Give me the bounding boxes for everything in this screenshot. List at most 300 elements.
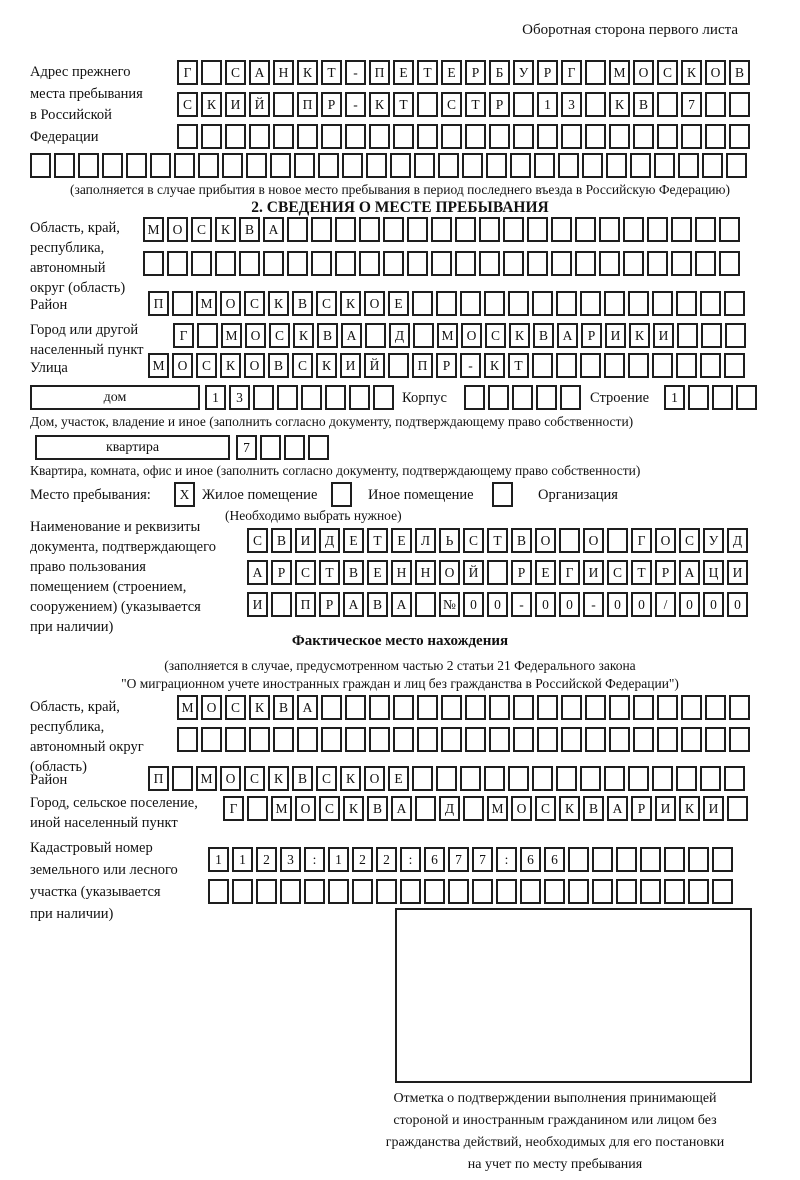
char-box: 0 xyxy=(727,592,748,617)
char-box xyxy=(383,251,404,276)
char-box xyxy=(222,153,243,178)
char-box: В xyxy=(273,695,294,720)
char-box: Г xyxy=(177,60,198,85)
char-box: О xyxy=(633,60,654,85)
char-box: А xyxy=(391,796,412,821)
confirmation-stamp-box xyxy=(395,908,752,1083)
char-box: 1 xyxy=(208,847,229,872)
char-box xyxy=(652,353,673,378)
char-box: 3 xyxy=(229,385,250,410)
char-box: Е xyxy=(393,60,414,85)
char-box xyxy=(652,291,673,316)
char-box xyxy=(280,879,301,904)
char-box: 6 xyxy=(544,847,565,872)
char-box: В xyxy=(633,92,654,117)
label-line: Область, край, xyxy=(30,699,120,715)
char-box: - xyxy=(345,92,366,117)
char-box xyxy=(532,353,553,378)
char-box: 3 xyxy=(561,92,582,117)
char-box: А xyxy=(247,560,268,585)
char-box xyxy=(172,766,193,791)
char-box: С xyxy=(441,92,462,117)
char-box xyxy=(479,217,500,242)
char-box xyxy=(712,847,733,872)
char-box xyxy=(488,385,509,410)
char-box xyxy=(527,251,548,276)
char-box: А xyxy=(297,695,318,720)
char-box xyxy=(294,153,315,178)
city-label xyxy=(30,320,144,360)
actual-region-row-1 xyxy=(177,695,753,720)
char-box: К xyxy=(215,217,236,242)
label-line: Город, сельское поселение, xyxy=(30,795,198,811)
char-box xyxy=(484,766,505,791)
char-box: П xyxy=(148,766,169,791)
char-box: О xyxy=(364,291,385,316)
char-box: О xyxy=(220,291,241,316)
char-box xyxy=(191,251,212,276)
district-row xyxy=(148,291,748,316)
stay-type-checkbox-residential: X xyxy=(174,482,195,507)
char-box xyxy=(78,153,99,178)
char-box: А xyxy=(249,60,270,85)
char-box xyxy=(633,124,654,149)
char-box xyxy=(729,92,750,117)
char-box: И xyxy=(295,528,316,553)
char-box: М xyxy=(609,60,630,85)
char-box xyxy=(688,879,709,904)
char-box: К xyxy=(509,323,530,348)
char-box xyxy=(414,153,435,178)
document-label xyxy=(30,517,216,637)
char-box xyxy=(527,217,548,242)
char-box: К xyxy=(201,92,222,117)
char-box xyxy=(465,124,486,149)
label-line: гражданства действий, необходимых для его постановки xyxy=(385,1135,725,1150)
char-box: К xyxy=(316,353,337,378)
char-box xyxy=(640,879,661,904)
char-box xyxy=(284,435,305,460)
char-box xyxy=(177,124,198,149)
char-box xyxy=(537,727,558,752)
char-box xyxy=(616,847,637,872)
char-box: О xyxy=(201,695,222,720)
char-box xyxy=(441,727,462,752)
char-box: М xyxy=(143,217,164,242)
char-box xyxy=(623,251,644,276)
char-box: Е xyxy=(388,291,409,316)
char-box xyxy=(287,251,308,276)
char-box xyxy=(455,217,476,242)
char-box: Т xyxy=(417,60,438,85)
char-box: Р xyxy=(489,92,510,117)
char-box xyxy=(609,727,630,752)
char-box xyxy=(393,124,414,149)
label-line: республика, xyxy=(30,240,105,256)
char-box: Е xyxy=(391,528,412,553)
char-box: № xyxy=(439,592,460,617)
char-box xyxy=(592,879,613,904)
char-box xyxy=(537,124,558,149)
char-box: Д xyxy=(319,528,340,553)
char-box: К xyxy=(220,353,241,378)
char-box xyxy=(561,727,582,752)
char-box xyxy=(729,727,750,752)
char-box xyxy=(436,766,457,791)
char-box: С xyxy=(247,528,268,553)
label-line: Отметка о подтверждении выполнения принимающей xyxy=(393,1091,717,1106)
char-box xyxy=(297,124,318,149)
char-box: 0 xyxy=(703,592,724,617)
char-box xyxy=(508,291,529,316)
char-box: 2 xyxy=(352,847,373,872)
char-box xyxy=(263,251,284,276)
char-box xyxy=(369,695,390,720)
char-box xyxy=(369,124,390,149)
char-box xyxy=(628,291,649,316)
char-box: В xyxy=(271,528,292,553)
actual-location-title: Фактическое место нахождения xyxy=(291,633,509,649)
char-box xyxy=(30,153,51,178)
char-box: К xyxy=(369,92,390,117)
char-box: 0 xyxy=(535,592,556,617)
char-box xyxy=(400,879,421,904)
char-box xyxy=(652,766,673,791)
actual-region-row-2 xyxy=(177,727,753,752)
char-box xyxy=(417,92,438,117)
char-box xyxy=(489,727,510,752)
char-box xyxy=(436,291,457,316)
char-box: И xyxy=(703,796,724,821)
char-box: К xyxy=(484,353,505,378)
char-box: 7 xyxy=(448,847,469,872)
char-box: К xyxy=(609,92,630,117)
char-box xyxy=(705,124,726,149)
char-box: С xyxy=(463,528,484,553)
char-box xyxy=(695,217,716,242)
char-box xyxy=(510,153,531,178)
stroenie-row xyxy=(664,385,760,410)
char-box: Р xyxy=(511,560,532,585)
document-row-1 xyxy=(247,528,751,553)
char-box xyxy=(671,251,692,276)
char-box: - xyxy=(345,60,366,85)
label-line: автономный xyxy=(30,260,106,276)
char-box xyxy=(247,796,268,821)
char-box: В xyxy=(292,291,313,316)
cadastral-row-2 xyxy=(208,879,736,904)
char-box: 1 xyxy=(328,847,349,872)
char-box xyxy=(647,251,668,276)
char-box xyxy=(580,291,601,316)
char-box xyxy=(556,766,577,791)
char-box xyxy=(508,766,529,791)
char-box xyxy=(681,124,702,149)
char-box xyxy=(556,291,577,316)
char-box: В xyxy=(583,796,604,821)
char-box: : xyxy=(496,847,517,872)
char-box: - xyxy=(511,592,532,617)
char-box xyxy=(407,217,428,242)
char-box: М xyxy=(148,353,169,378)
char-box xyxy=(628,766,649,791)
char-box xyxy=(438,153,459,178)
house-note: Дом, участок, владение и иное (заполнить согласно документу, подтверждающему право собственности) xyxy=(30,414,634,429)
char-box xyxy=(369,727,390,752)
char-box: О xyxy=(244,353,265,378)
char-box: Е xyxy=(367,560,388,585)
char-box xyxy=(441,124,462,149)
char-box: С xyxy=(244,766,265,791)
char-box xyxy=(335,251,356,276)
char-box: С xyxy=(316,766,337,791)
char-box xyxy=(366,153,387,178)
char-box xyxy=(681,727,702,752)
char-box: Е xyxy=(441,60,462,85)
char-box xyxy=(373,385,394,410)
char-box: О xyxy=(655,528,676,553)
stay-type-label: Место пребывания: xyxy=(30,487,151,503)
char-box xyxy=(460,291,481,316)
char-box xyxy=(630,153,651,178)
char-box xyxy=(321,727,342,752)
char-box xyxy=(671,217,692,242)
label-line: населенный пункт xyxy=(30,342,144,358)
char-box: 1 xyxy=(232,847,253,872)
char-box xyxy=(225,124,246,149)
char-box xyxy=(325,385,346,410)
stay-type-option-organization: Организация xyxy=(538,487,618,503)
char-box xyxy=(412,291,433,316)
label-line: на учет по месту пребывания xyxy=(467,1157,643,1172)
char-box xyxy=(736,385,757,410)
char-box xyxy=(54,153,75,178)
char-box xyxy=(520,879,541,904)
char-box: В xyxy=(511,528,532,553)
char-box: 0 xyxy=(631,592,652,617)
char-box: А xyxy=(607,796,628,821)
char-box xyxy=(417,727,438,752)
char-box: С xyxy=(295,560,316,585)
char-box xyxy=(719,217,740,242)
char-box xyxy=(664,847,685,872)
char-box: 3 xyxy=(280,847,301,872)
char-box: С xyxy=(191,217,212,242)
label-line: стороной и иностранным гражданином или лицом без xyxy=(393,1113,717,1128)
char-box xyxy=(201,60,222,85)
char-box xyxy=(585,727,606,752)
char-box: М xyxy=(437,323,458,348)
char-box xyxy=(201,727,222,752)
char-box: В xyxy=(292,766,313,791)
char-box xyxy=(417,695,438,720)
char-box: В xyxy=(239,217,260,242)
char-box: Н xyxy=(415,560,436,585)
char-box: Т xyxy=(508,353,529,378)
char-box xyxy=(484,291,505,316)
char-box xyxy=(580,353,601,378)
char-box xyxy=(582,153,603,178)
stay-type-checkbox-organization xyxy=(492,482,513,507)
char-box xyxy=(705,695,726,720)
char-box xyxy=(513,695,534,720)
char-box xyxy=(464,385,485,410)
char-box xyxy=(215,251,236,276)
char-box xyxy=(609,695,630,720)
char-box xyxy=(359,251,380,276)
char-box: В xyxy=(317,323,338,348)
char-box: Г xyxy=(559,560,580,585)
char-box: С xyxy=(225,695,246,720)
char-box: Р xyxy=(631,796,652,821)
char-box xyxy=(725,323,746,348)
char-box: А xyxy=(263,217,284,242)
char-box: О xyxy=(583,528,604,553)
char-box xyxy=(126,153,147,178)
char-box: Д xyxy=(389,323,410,348)
char-box: В xyxy=(367,796,388,821)
char-box: С xyxy=(607,560,628,585)
char-box xyxy=(390,153,411,178)
char-box: Р xyxy=(321,92,342,117)
label-line: сооружением) (указывается xyxy=(30,599,201,615)
char-box xyxy=(551,251,572,276)
char-box: 7 xyxy=(236,435,257,460)
char-box: Г xyxy=(631,528,652,553)
char-box xyxy=(496,879,517,904)
char-box xyxy=(167,251,188,276)
char-box: О xyxy=(535,528,556,553)
char-box xyxy=(585,92,606,117)
char-box xyxy=(532,766,553,791)
city-row xyxy=(173,323,749,348)
korpus-row xyxy=(464,385,584,410)
char-box: А xyxy=(341,323,362,348)
label-line: при наличии) xyxy=(30,619,114,635)
prev-address-row-1 xyxy=(177,60,753,85)
label-line: документа, подтверждающего xyxy=(30,539,216,555)
char-box: Р xyxy=(319,592,340,617)
char-box xyxy=(256,879,277,904)
char-box: И xyxy=(225,92,246,117)
char-box: Н xyxy=(273,60,294,85)
char-box xyxy=(412,766,433,791)
char-box xyxy=(585,60,606,85)
char-box xyxy=(208,879,229,904)
char-box: Т xyxy=(367,528,388,553)
char-box xyxy=(388,353,409,378)
char-box xyxy=(486,153,507,178)
char-box xyxy=(349,385,370,410)
char-box xyxy=(253,385,274,410)
label-line: (область) xyxy=(30,759,87,775)
char-box: С xyxy=(177,92,198,117)
char-box: 6 xyxy=(424,847,445,872)
char-box: О xyxy=(295,796,316,821)
char-box: М xyxy=(221,323,242,348)
char-box xyxy=(701,323,722,348)
char-box xyxy=(489,695,510,720)
char-box xyxy=(102,153,123,178)
char-box xyxy=(568,879,589,904)
char-box xyxy=(448,879,469,904)
char-box: С xyxy=(225,60,246,85)
char-box: А xyxy=(343,592,364,617)
char-box: 2 xyxy=(376,847,397,872)
prev-address-note: (заполняется в случае прибытия в новое место пребывания в период последнего въезда в Российскую Федерацию) xyxy=(69,182,731,197)
char-box xyxy=(249,727,270,752)
char-box: Р xyxy=(655,560,676,585)
char-box: Т xyxy=(393,92,414,117)
char-box xyxy=(260,435,281,460)
char-box xyxy=(712,385,733,410)
char-box xyxy=(688,385,709,410)
section2-title: 2. СВЕДЕНИЯ О МЕСТЕ ПРЕБЫВАНИЯ xyxy=(251,199,549,216)
char-box xyxy=(640,847,661,872)
char-box xyxy=(676,291,697,316)
char-box xyxy=(424,879,445,904)
char-box xyxy=(318,153,339,178)
char-box: С xyxy=(319,796,340,821)
stroenie-label: Строение xyxy=(590,390,650,406)
char-box xyxy=(633,727,654,752)
char-box: Т xyxy=(465,92,486,117)
char-box xyxy=(604,766,625,791)
char-box xyxy=(441,695,462,720)
char-box: О xyxy=(364,766,385,791)
char-box: К xyxy=(297,60,318,85)
char-box xyxy=(308,435,329,460)
char-box xyxy=(393,727,414,752)
char-box xyxy=(225,727,246,752)
char-box xyxy=(724,766,745,791)
char-box: 0 xyxy=(679,592,700,617)
char-box xyxy=(558,153,579,178)
char-box: Ц xyxy=(703,560,724,585)
actual-city-label xyxy=(30,793,198,833)
char-box: Б xyxy=(489,60,510,85)
char-box: С xyxy=(316,291,337,316)
char-box: А xyxy=(557,323,578,348)
char-box xyxy=(328,879,349,904)
char-box xyxy=(512,385,533,410)
house-label-box: дом xyxy=(30,385,200,410)
label-line: Город или другой xyxy=(30,322,139,338)
char-box: К xyxy=(559,796,580,821)
apartment-note: Квартира, комната, офис и иное (заполнить согласно документу, подтверждающему право собственности) xyxy=(30,463,641,478)
char-box xyxy=(359,217,380,242)
char-box: 7 xyxy=(472,847,493,872)
char-box xyxy=(544,879,565,904)
char-box: У xyxy=(513,60,534,85)
char-box xyxy=(585,124,606,149)
char-box xyxy=(726,153,747,178)
cadastral-row-1 xyxy=(208,847,736,872)
char-box: И xyxy=(655,796,676,821)
region-row-1 xyxy=(143,217,743,242)
char-box: 0 xyxy=(487,592,508,617)
char-box xyxy=(415,796,436,821)
char-box: О xyxy=(511,796,532,821)
char-box: Е xyxy=(388,766,409,791)
char-box xyxy=(700,291,721,316)
char-box xyxy=(407,251,428,276)
char-box: О xyxy=(220,766,241,791)
char-box xyxy=(623,217,644,242)
char-box xyxy=(599,251,620,276)
char-box xyxy=(273,727,294,752)
char-box: 1 xyxy=(205,385,226,410)
